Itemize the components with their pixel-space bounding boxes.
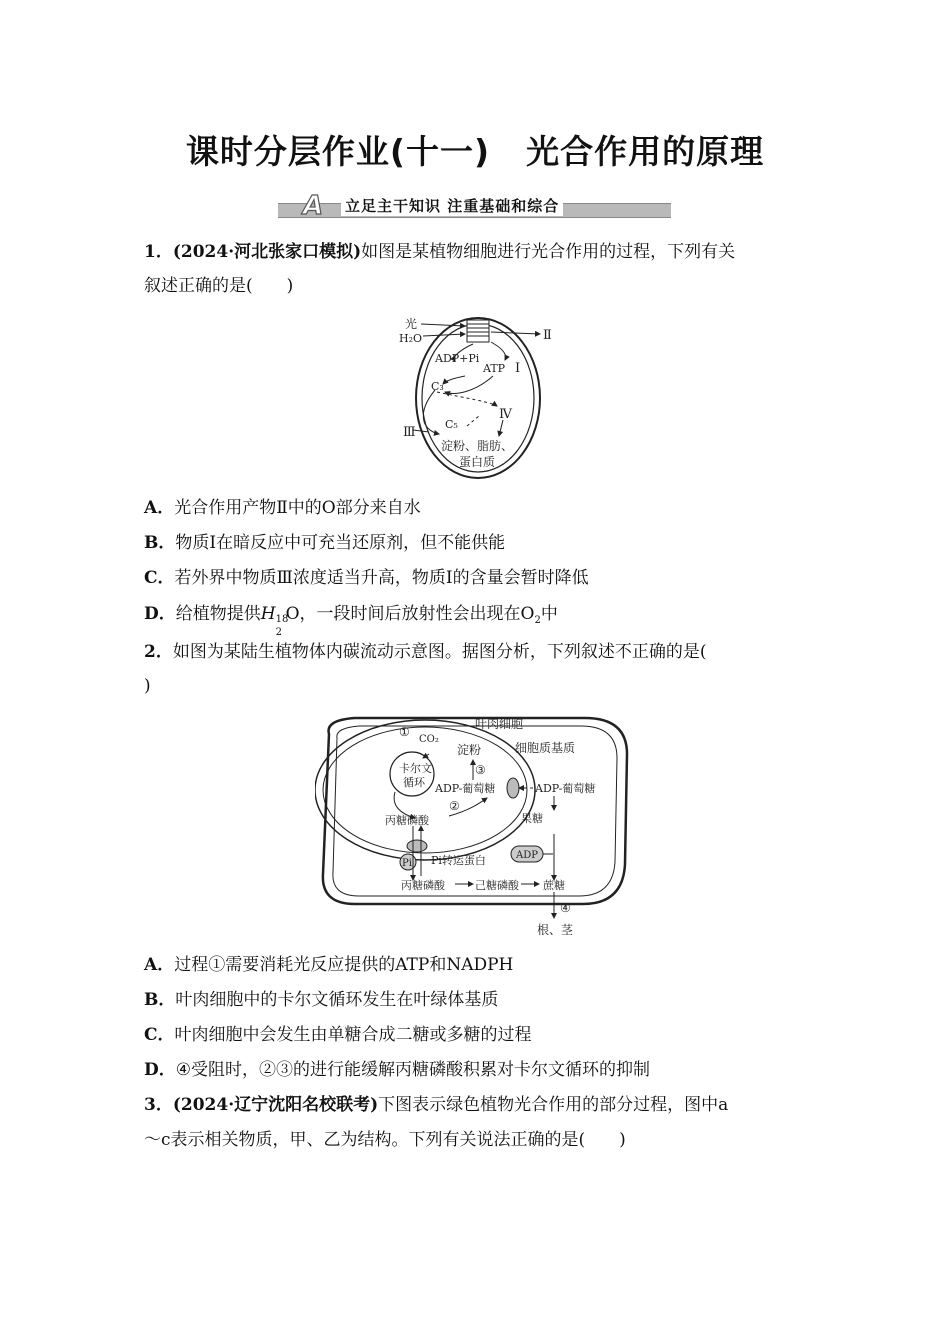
q2-option-b: B．叶肉细胞中的卡尔文循环发生在叶绿体基质 [144, 990, 499, 1010]
label-roman3: Ⅲ [403, 425, 416, 440]
label-adp-glucose2: ADP-葡萄糖 [535, 782, 596, 795]
label-hexose-p: 己糖磷酸 [475, 879, 519, 892]
q2-option-a: A．过程①需要消耗光反应提供的ATP和NADPH [144, 955, 514, 975]
q1-option-a: A．光合作用产物Ⅱ中的O部分来自水 [144, 498, 421, 518]
transporter-oval [507, 778, 519, 798]
q1-option-d: D．给植物提供H 18 2 O，一段时间后放射性会出现在$O_2$中 [144, 604, 558, 638]
label-pi: Pi [402, 858, 412, 869]
label-step3: ③ [475, 763, 486, 777]
q1-option-c: C．若外界中物质Ⅲ浓度适当升高，物质Ⅰ的含量会暂时降低 [144, 568, 589, 588]
label-sucrose: 蔗糖 [543, 879, 565, 892]
label-adp-glucose: ADP-葡萄糖 [435, 782, 496, 795]
label-c3: C₃ [431, 380, 444, 393]
label-starch: 淀粉 [457, 743, 482, 757]
label-root-stem: 根、茎 [537, 923, 574, 937]
label-cytoplasm: 细胞质基质 [515, 741, 576, 755]
label-step4: ④ [560, 901, 571, 915]
q2-figure [315, 714, 635, 942]
label-adp: ADP [516, 850, 538, 861]
label-step1: ① [399, 725, 410, 739]
pi-transporter-oval [407, 840, 427, 852]
label-atp: ATP [483, 362, 506, 375]
label-c5: C₅ [445, 418, 458, 431]
q1-figure [395, 312, 555, 482]
label-step2: ② [449, 799, 460, 813]
banner-text: 立足主干知识 注重基础和综合 [341, 195, 563, 216]
q3-stem-line2: ～c表示相关物质，甲、乙为结构。下列有关说法正确的是( ) [144, 1130, 626, 1150]
section-banner [278, 191, 671, 221]
label-calvin2: 循环 [403, 776, 425, 789]
label-calvin1: 卡尔文 [399, 762, 432, 775]
q2-stem-line1: 2．如图为某陆生植物体内碳流动示意图。据图分析，下列叙述不正确的是( [144, 642, 707, 662]
q1-stem-line2: 叙述正确的是( ) [144, 276, 294, 296]
label-triose-p2: 丙糖磷酸 [401, 879, 445, 892]
label-water: H₂O [399, 332, 423, 345]
label-products2: 蛋白质 [459, 455, 496, 469]
q1-option-b: B．物质Ⅰ在暗反应中可充当还原剂，但不能供能 [144, 533, 506, 553]
banner-letter: A [303, 191, 324, 221]
label-roman1: Ⅰ [515, 361, 521, 376]
q2-option-c: C．叶肉细胞中会发生由单糖合成二糖或多糖的过程 [144, 1025, 532, 1045]
label-roman4: Ⅳ [499, 407, 512, 422]
q2-stem-line2: ) [144, 676, 151, 696]
q2-option-d: D．④受阻时，②③的进行能缓解丙糖磷酸积累对卡尔文循环的抑制 [144, 1060, 650, 1080]
label-adp-pi: ADP+Pi [435, 352, 480, 365]
q1-stem-line1: 1．(2024·河北张家口模拟)如图是某植物细胞进行光合作用的过程，下列有关 [144, 242, 736, 262]
label-mesophyll: 叶肉细胞 [475, 717, 524, 731]
label-light: 光 [405, 317, 418, 331]
label-roman2: Ⅱ [543, 328, 552, 343]
label-pi-transporter: Pi转运蛋白 [431, 854, 486, 867]
q3-stem-line1: 3．(2024·辽宁沈阳名校联考)下图表示绿色植物光合作用的部分过程，图中a [144, 1095, 729, 1115]
thylakoid-stack [467, 320, 489, 342]
label-fructose: 果糖 [521, 812, 543, 825]
label-triose-p: 丙糖磷酸 [385, 814, 429, 827]
label-co2: CO₂ [419, 734, 439, 745]
label-products1: 淀粉、脂肪、 [441, 439, 514, 453]
page-title: 课时分层作业(十一) 光合作用的原理 [185, 132, 765, 171]
